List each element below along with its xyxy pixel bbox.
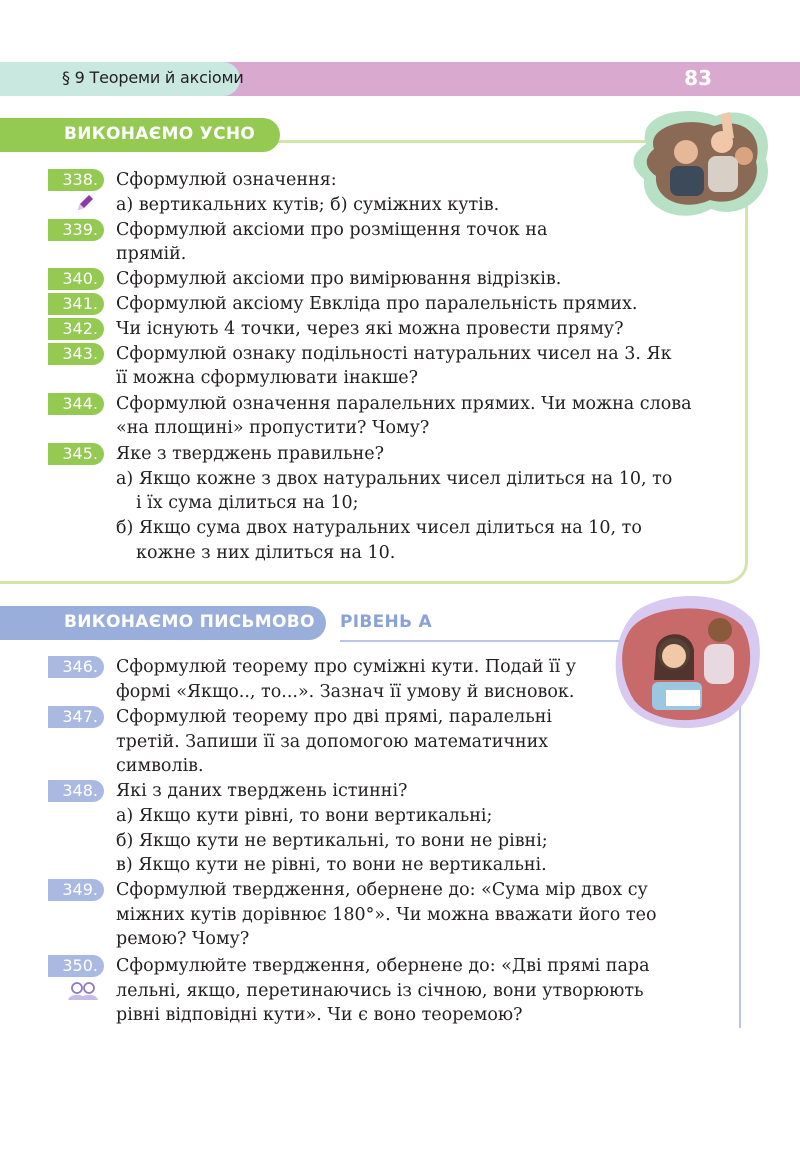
task-350-line-2: лельні, якщо, перетинаючись із січною, вони утворюють (116, 981, 644, 1001)
task-339-line-2: прямій. (116, 244, 187, 264)
task-number-341: 341. (48, 293, 104, 315)
task-343-line-2: її можна сформулювати інакше? (116, 368, 418, 388)
task-number-349: 349. (48, 879, 104, 901)
task-number-346: 346. (48, 656, 104, 678)
task-344-line-1: Сформулюй означення паралельних прямих. Чи можна слова (116, 394, 692, 414)
task-345-line-4: б) Якщо сума двох натуральних чисел ділиться на 10, то (116, 518, 642, 538)
task-349-line-1: Сформулюй твердження, обернене до: «Сума мір двох су (116, 880, 648, 900)
task-345-line-3: і їх сума ділиться на 10; (136, 493, 359, 513)
task-344-line-2: «на площині» пропустити? Чому? (116, 418, 430, 438)
task-340-line-1: Сформулюй аксіоми про вимірювання відрізків. (116, 269, 562, 289)
section-title: § 9 Теореми й аксіоми (62, 68, 244, 87)
task-number-345: 345. (48, 443, 104, 465)
task-349-line-3: ремою? Чому? (116, 929, 250, 949)
task-343-line-1: Сформулюй ознаку подільності натуральних чисел на 3. Як (116, 344, 672, 364)
task-350-line-1: Сформулюйте твердження, обернене до: «Дві прямі пара (116, 956, 650, 976)
task-number-344: 344. (48, 393, 104, 415)
task-348-line-3: б) Якщо кути не вертикальні, то вони не рівні; (116, 831, 548, 851)
task-348-line-4: в) Якщо кути не рівні, то вони не вертикальні. (116, 855, 547, 875)
task-346-line-1: Сформулюй теорему про суміжні кути. Подай її у (116, 657, 577, 677)
oral-section-heading: ВИКОНАЄМО УСНО (64, 124, 256, 144)
task-number-343: 343. (48, 343, 104, 365)
task-346-line-2: формі «Якщо.., то...». Зазнач її умову й висновок. (116, 682, 575, 702)
task-345-line-5: кожне з них ділиться на 10. (136, 543, 396, 563)
task-347-line-1: Сформулюй теорему про дві прямі, паралельні (116, 707, 553, 727)
task-338-line-2: а) вертикальних кутів; б) суміжних кутів. (116, 195, 500, 215)
task-341-line-1: Сформулюй аксіому Евкліда про паралельність прямих. (116, 294, 638, 314)
task-347-line-3: символів. (116, 756, 204, 776)
task-348-line-2: а) Якщо кути рівні, то вони вертикальні; (116, 806, 493, 826)
task-345-line-1: Яке з тверджень правильне? (116, 444, 385, 464)
task-number-348: 348. (48, 780, 104, 802)
pair-work-icon (66, 980, 100, 1002)
task-number-350: 350. (48, 955, 104, 977)
student-face-icon (674, 140, 698, 164)
task-347-line-2: третій. Запиши її за допомогою математичних (116, 732, 549, 752)
task-number-339: 339. (48, 219, 104, 241)
task-number-347: 347. (48, 706, 104, 728)
page-number: 83 (684, 66, 712, 90)
task-number-342: 342. (48, 318, 104, 340)
girls-photo (608, 590, 768, 732)
task-339-line-1: Сформулюй аксіоми про розміщення точок на (116, 220, 548, 240)
task-350-line-3: рівні відповідні кути». Чи є воно теоремою? (116, 1005, 523, 1025)
task-348-line-1: Які з даних тверджень істинні? (116, 781, 408, 801)
level-label: РІВЕНЬ А (340, 612, 433, 632)
task-number-340: 340. (48, 268, 104, 290)
students-photo (626, 104, 776, 226)
task-number-338: 338. (48, 169, 104, 191)
task-338-line-1: Сформулюй означення: (116, 170, 337, 190)
pen-icon (74, 192, 96, 214)
task-349-line-2: міжних кутів дорівнює 180°». Чи можна вважати його тео (116, 905, 657, 925)
task-345-line-2: а) Якщо кожне з двох натуральних чисел ділиться на 10, то (116, 469, 673, 489)
written-section-heading: ВИКОНАЄМО ПИСЬМОВО (64, 612, 315, 632)
task-342-line-1: Чи існують 4 точки, через які можна провести пряму? (116, 319, 624, 339)
